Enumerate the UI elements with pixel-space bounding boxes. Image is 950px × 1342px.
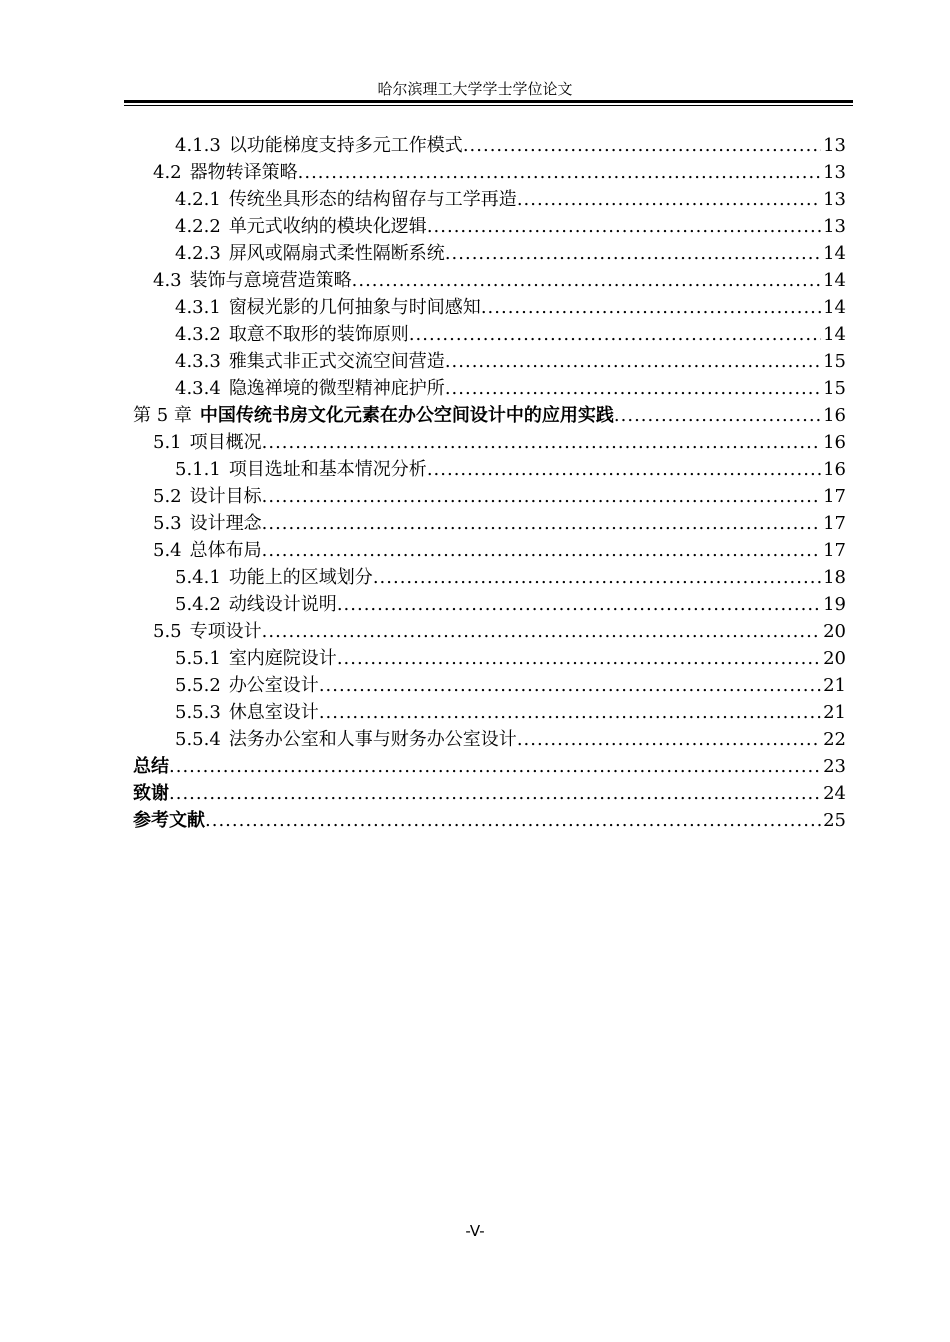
toc-entry-number: 5.1: [153, 432, 182, 453]
toc-entry-page: 17: [823, 540, 846, 561]
toc-entry-number: 5.2: [153, 486, 182, 507]
toc-entry-title: 设计理念: [189, 513, 262, 534]
toc-dot-leader: [463, 132, 821, 159]
toc-dot-leader: [517, 186, 821, 213]
toc-entry-page: 13: [823, 135, 846, 156]
toc-entry-number: 4.2.3: [175, 243, 221, 264]
toc-entry-number: 5.4.2: [175, 594, 221, 615]
toc-entry[interactable]: [133, 402, 846, 429]
toc-entry-page: 20: [823, 621, 846, 642]
toc-entry-title: 动线设计说明: [228, 594, 337, 615]
toc-entry-page: 22: [823, 729, 846, 750]
toc-entry-number: 4.3: [153, 270, 182, 291]
toc-entry-number: 4.2.2: [175, 216, 221, 237]
table-of-contents: [133, 132, 846, 834]
toc-dot-leader: [373, 564, 821, 591]
toc-dot-leader: [481, 294, 821, 321]
toc-entry-page: 14: [823, 243, 846, 264]
header-rule-thin: [124, 105, 853, 106]
toc-entry-number: 4.3.3: [175, 351, 221, 372]
toc-entry-page: 21: [823, 675, 846, 696]
toc-entry[interactable]: [133, 645, 846, 672]
toc-entry[interactable]: [133, 375, 846, 402]
toc-dot-leader: [319, 699, 821, 726]
toc-entry-number: 5.5.2: [175, 675, 221, 696]
page-number: -V-: [465, 1222, 485, 1240]
toc-entry-page: 14: [823, 324, 846, 345]
toc-entry-title: 专项设计: [189, 621, 262, 642]
toc-entry-number: 5.5.3: [175, 702, 221, 723]
toc-entry-page: 18: [823, 567, 846, 588]
toc-entry-page: 20: [823, 648, 846, 669]
toc-entry-title: 器物转译策略: [189, 162, 298, 183]
toc-entry-title: 室内庭院设计: [228, 648, 337, 669]
toc-entry[interactable]: [133, 699, 846, 726]
toc-dot-leader: [352, 267, 821, 294]
toc-entry[interactable]: [133, 780, 846, 807]
toc-entry-page: 16: [823, 405, 846, 426]
toc-entry-title: 雅集式非正式交流空间营造: [228, 351, 445, 372]
toc-entry-number: 4.2.1: [175, 189, 221, 210]
toc-entry-title: 法务办公室和人事与财务办公室设计: [228, 729, 517, 750]
toc-entry[interactable]: [133, 591, 846, 618]
toc-entry-title: 装饰与意境营造策略: [189, 270, 352, 291]
toc-entry[interactable]: [133, 726, 846, 753]
toc-entry[interactable]: [133, 807, 846, 834]
toc-entry-number: 4.3.1: [175, 297, 221, 318]
toc-dot-leader: [169, 753, 821, 780]
toc-entry-title: 取意不取形的装饰原则: [228, 324, 409, 345]
toc-entry[interactable]: [133, 186, 846, 213]
toc-entry-title: 传统坐具形态的结构留存与工学再造: [228, 189, 517, 210]
toc-entry[interactable]: [133, 537, 846, 564]
toc-entry[interactable]: [133, 483, 846, 510]
toc-entry-title: 窗棂光影的几何抽象与时间感知: [228, 297, 481, 318]
toc-entry-title: 中国传统书房文化元素在办公空间设计中的应用实践: [199, 405, 614, 426]
toc-dot-leader: [427, 213, 821, 240]
toc-entry-number: 5.5.4: [175, 729, 221, 750]
toc-entry-number: 5.5.1: [175, 648, 221, 669]
toc-entry-page: 17: [823, 513, 846, 534]
toc-entry[interactable]: [133, 267, 846, 294]
toc-dot-leader: [445, 240, 821, 267]
toc-dot-leader: [445, 348, 821, 375]
toc-entry-page: 14: [823, 270, 846, 291]
toc-dot-leader: [262, 483, 821, 510]
toc-entry-page: 13: [823, 189, 846, 210]
toc-entry-title: 总体布局: [189, 540, 262, 561]
toc-dot-leader: [298, 159, 821, 186]
toc-entry-page: 25: [823, 810, 846, 831]
toc-dot-leader: [262, 429, 821, 456]
toc-entry-number: 4.1.3: [175, 135, 221, 156]
toc-dot-leader: [319, 672, 821, 699]
toc-dot-leader: [205, 807, 821, 834]
toc-dot-leader: [262, 618, 821, 645]
toc-entry-title: 致谢: [133, 783, 169, 804]
toc-entry[interactable]: [133, 456, 846, 483]
toc-entry-title: 参考文献: [133, 810, 205, 831]
toc-entry-title: 隐逸禅境的微型精神庇护所: [228, 378, 445, 399]
toc-entry-page: 15: [823, 378, 846, 399]
toc-entry-number: 5.4.1: [175, 567, 221, 588]
toc-entry[interactable]: [133, 348, 846, 375]
toc-dot-leader: [337, 591, 821, 618]
toc-entry-title: 设计目标: [189, 486, 262, 507]
toc-entry-title: 休息室设计: [228, 702, 319, 723]
toc-entry-page: 15: [823, 351, 846, 372]
toc-entry-number: 5.5: [153, 621, 182, 642]
toc-entry-page: 13: [823, 216, 846, 237]
toc-entry[interactable]: [133, 321, 846, 348]
toc-dot-leader: [337, 645, 821, 672]
toc-entry[interactable]: [133, 753, 846, 780]
toc-entry[interactable]: [133, 564, 846, 591]
toc-entry-page: 13: [823, 162, 846, 183]
toc-entry-page: 19: [823, 594, 846, 615]
toc-entry[interactable]: [133, 429, 846, 456]
toc-entry[interactable]: [133, 672, 846, 699]
toc-entry-number: 4.3.4: [175, 378, 221, 399]
toc-entry-page: 23: [823, 756, 846, 777]
toc-entry[interactable]: [133, 213, 846, 240]
toc-entry-number: 5.4: [153, 540, 182, 561]
toc-entry-number: 4.3.2: [175, 324, 221, 345]
toc-entry-page: 16: [823, 432, 846, 453]
running-header-title: 哈尔滨理工大学学士学位论文: [377, 80, 573, 98]
toc-entry-title: 项目概况: [189, 432, 262, 453]
toc-dot-leader: [614, 402, 821, 429]
toc-dot-leader: [262, 537, 821, 564]
toc-entry[interactable]: [133, 240, 846, 267]
toc-entry-number: 5.3: [153, 513, 182, 534]
toc-entry-page: 16: [823, 459, 846, 480]
toc-entry-title: 办公室设计: [228, 675, 319, 696]
toc-entry[interactable]: [133, 132, 846, 159]
toc-entry-page: 14: [823, 297, 846, 318]
header-rule-thick: [124, 100, 853, 103]
toc-entry-number: 5.1.1: [175, 459, 221, 480]
toc-entry[interactable]: [133, 618, 846, 645]
toc-entry-page: 24: [823, 783, 846, 804]
toc-entry-title: 单元式收纳的模块化逻辑: [228, 216, 427, 237]
toc-entry-number: 第 5 章: [133, 405, 192, 426]
toc-entry[interactable]: [133, 510, 846, 537]
toc-dot-leader: [169, 780, 821, 807]
toc-entry-page: 21: [823, 702, 846, 723]
toc-entry-title: 功能上的区域划分: [228, 567, 373, 588]
toc-dot-leader: [517, 726, 821, 753]
toc-entry-number: 4.2: [153, 162, 182, 183]
toc-entry[interactable]: [133, 159, 846, 186]
toc-dot-leader: [427, 456, 821, 483]
toc-dot-leader: [409, 321, 821, 348]
toc-entry-title: 以功能梯度支持多元工作模式: [228, 135, 463, 156]
toc-entry-title: 总结: [133, 756, 169, 777]
toc-dot-leader: [445, 375, 821, 402]
toc-entry-page: 17: [823, 486, 846, 507]
toc-entry-title: 屏风或隔扇式柔性隔断系统: [228, 243, 445, 264]
toc-entry-title: 项目选址和基本情况分析: [228, 459, 427, 480]
toc-entry[interactable]: [133, 294, 846, 321]
toc-dot-leader: [262, 510, 821, 537]
